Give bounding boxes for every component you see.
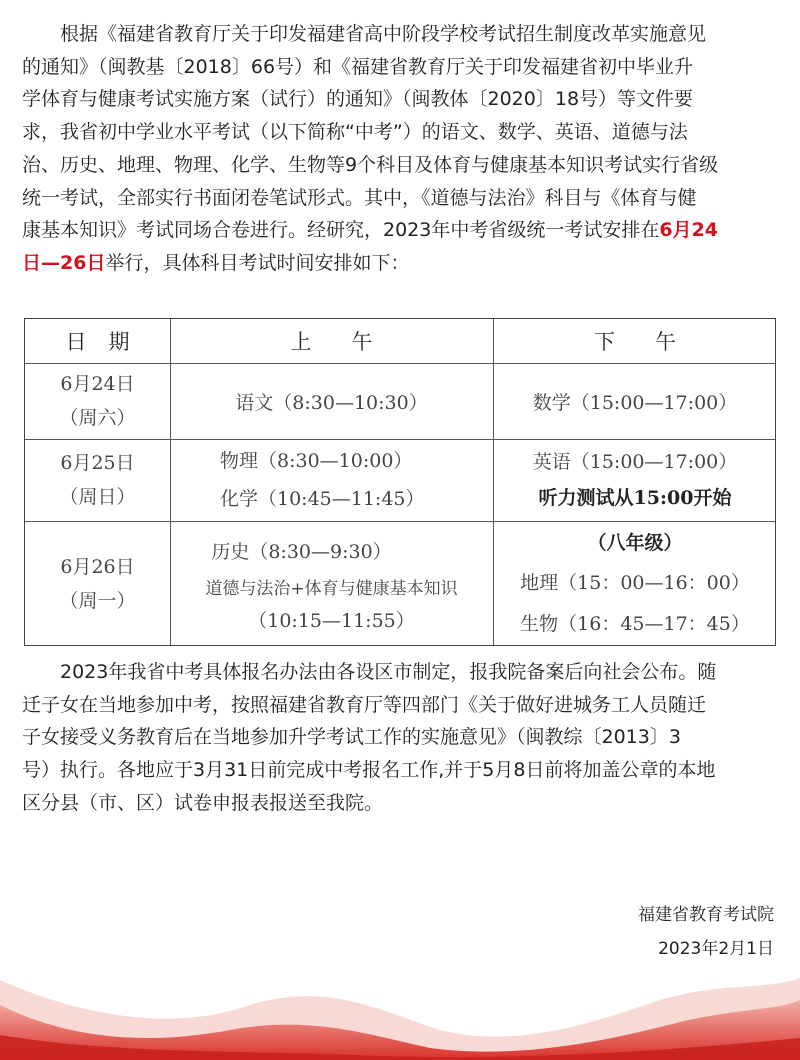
intro-line-text: 康基本知识》考试同场合卷进行。经研究，2023年中考省级统一考试安排在	[22, 219, 660, 242]
date-text: 6月26日	[60, 556, 135, 578]
body-line: 迁子女在当地参加中考，按照福建省教育厅等四部门《关于做好进城务工人员随迁	[22, 693, 707, 716]
intro-line: 求，我省初中学业水平考试（以下简称“中考”）的语文、数学、英语、道德与法	[22, 121, 688, 144]
weekday-text: （周日）	[59, 486, 136, 508]
intro-line: 根据《福建省教育厅关于印发福建省高中阶段学校考试招生制度改革实施意见	[60, 23, 707, 45]
signature-date: 2023年2月1日	[658, 939, 774, 959]
grade-note: （八年级）	[587, 532, 683, 554]
listening-note: 听力测试从15:00开始	[538, 487, 732, 509]
subject-slot: 英语（15:00—17:00）	[532, 451, 738, 473]
body-line: 2023年我省中考具体报名办法由各设区市制定，报我院备案后向社会公布。随	[60, 661, 717, 683]
header-afternoon-label: 下午	[594, 330, 716, 354]
subject-slot: 生物（16：45—17：45）	[520, 613, 750, 635]
subject-slot: 地理（15：00—16：00）	[520, 572, 750, 594]
row2-afternoon	[493, 439, 777, 521]
date-text: 6月24日	[60, 373, 135, 395]
subject-slot: 语文（8:30—10:30）	[235, 391, 428, 414]
row1-morning	[170, 363, 493, 439]
intro-line: 的通知》（闽教基〔2018〕66号）和《福建省教育厅关于印发福建省初中毕业升	[22, 55, 694, 78]
header-date	[25, 319, 170, 363]
weekday-text: （周一）	[59, 590, 136, 612]
subject-slot: （10:15—11:55）	[248, 610, 415, 632]
header-morning-label: 上午	[290, 330, 413, 354]
subject-slot: 数学（15:00—17:00）	[532, 391, 738, 414]
intro-paragraph	[22, 18, 778, 280]
body-line: 号）执行。各地应于3月31日前完成中考报名工作,并于5月8日前将加盖公章的本地	[22, 759, 716, 782]
exam-date-highlight: 日—26日	[22, 251, 106, 274]
registration-paragraph	[22, 656, 778, 820]
intro-line	[22, 214, 778, 247]
row1-date	[25, 363, 170, 439]
subject-slot: 道德与法治+体育与健康基本知识	[205, 579, 458, 599]
decorative-footer	[0, 960, 800, 1060]
intro-line: 统一考试，全部实行书面闭卷笔试形式。其中，《道德与法治》科目与《体育与健	[22, 186, 697, 209]
row2-morning	[170, 439, 493, 521]
row1-afternoon	[493, 363, 777, 439]
row3-afternoon	[493, 521, 777, 647]
subject-slot: 历史（8:30—9:30）	[211, 541, 392, 563]
body-line: 区分县（市、区）试卷申报表报送至我院。	[22, 791, 384, 814]
exam-date-highlight: 6月24	[659, 219, 719, 242]
signature-org: 福建省教育考试院	[638, 905, 774, 925]
subject-slot: 化学（10:45—11:45）	[220, 488, 425, 510]
intro-line: 学体育与健康考试实施方案（试行）的通知》（闽教体〔2020〕18号）等文件要	[22, 88, 694, 111]
exam-schedule-table	[24, 318, 776, 646]
intro-line	[22, 247, 778, 280]
row3-date	[25, 521, 170, 647]
body-line: 子女接受义务教育后在当地参加升学考试工作的实施意见》（闽教综〔2013〕3	[22, 726, 681, 749]
row3-morning	[170, 521, 493, 647]
header-morning	[170, 319, 493, 363]
weekday-text: （周六）	[59, 407, 136, 429]
header-afternoon	[493, 319, 777, 363]
intro-tail: 举行，具体科目考试时间安排如下：	[105, 251, 410, 274]
date-text: 6月25日	[60, 452, 135, 474]
subject-slot: 物理（8:30—10:00）	[220, 450, 413, 472]
intro-line: 治、历史、地理、物理、化学、生物等9个科目及体育与健康基本知识考试实行省级	[22, 153, 719, 176]
row2-date	[25, 439, 170, 521]
header-date-label: 日期	[65, 330, 152, 354]
